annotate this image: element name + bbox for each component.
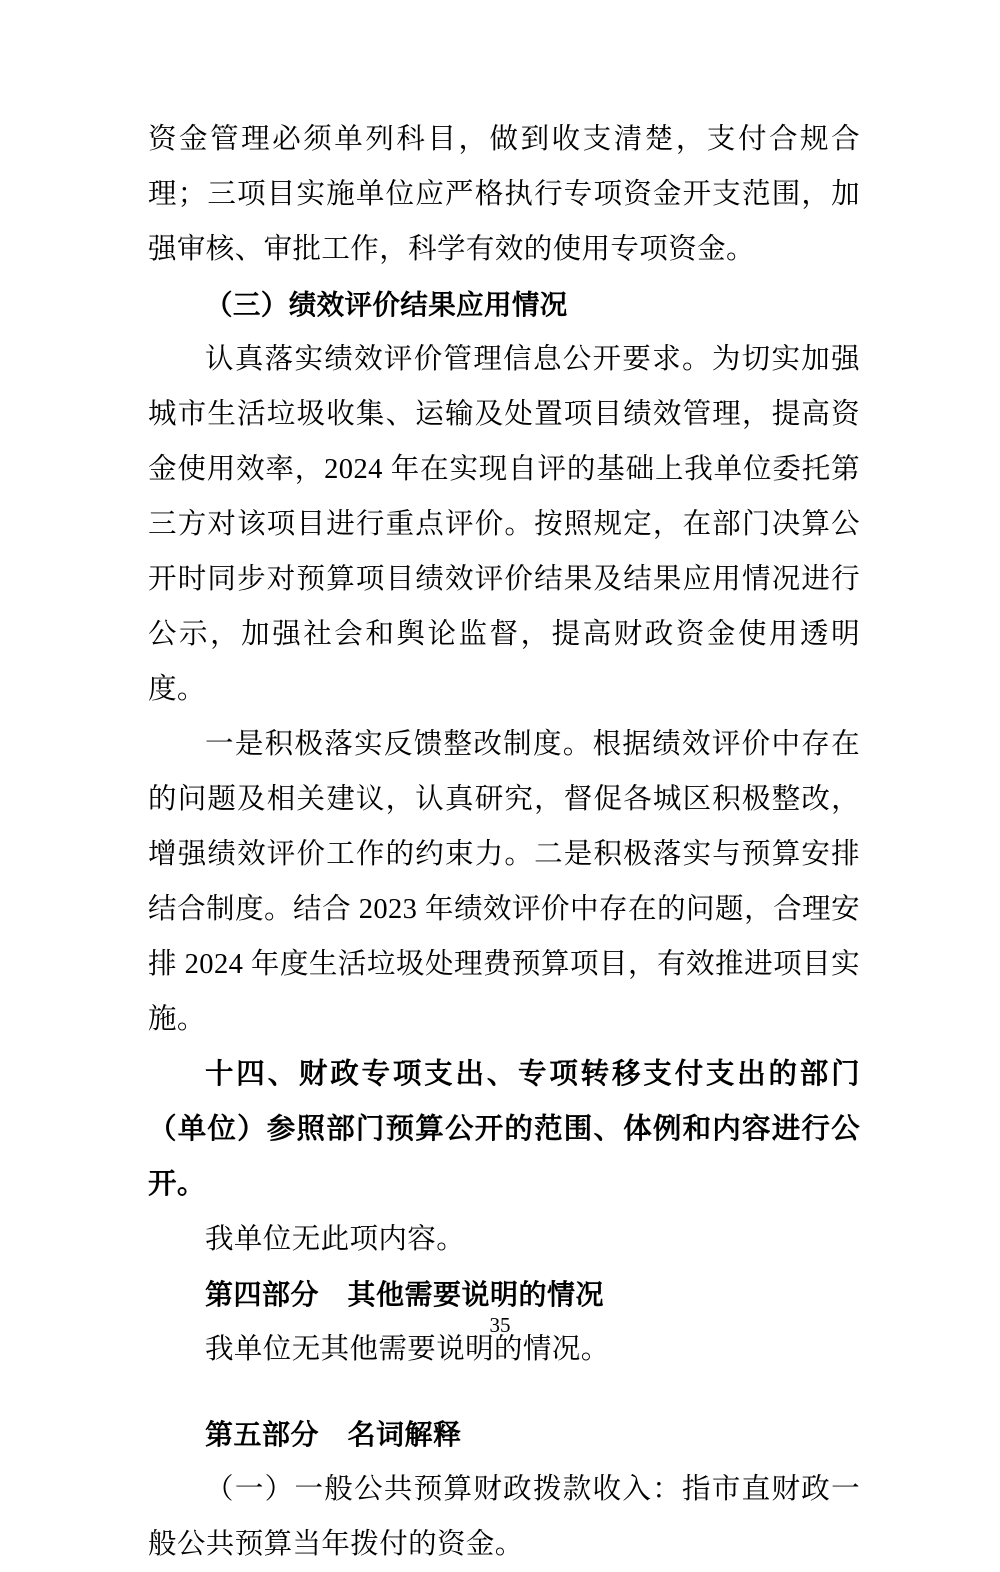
subheading-performance-result: （三）绩效评价结果应用情况 [205, 289, 568, 320]
page-number: 35 [489, 1313, 511, 1337]
heading-part-five: 第五部分 名词解释 [205, 1419, 462, 1450]
heading-section-fourteen: 十四、财政专项支出、专项转移支付支出的部门（单位）参照部门预算公开的范围、体例和内容进行公开。 [148, 1059, 860, 1200]
paragraph-definition-general-budget: （一）一般公共预算财政拨款收入：指市直财政一般公共预算当年拨付的资金。 [148, 1474, 860, 1560]
page-content [148, 112, 860, 1572]
section-spacer [148, 1377, 860, 1407]
paragraph-continued: 资金管理必须单列科目，做到收支清楚，支付合规合理；三项目实施单位应严格执行专项资金开支范围，加强审核、审批工作，科学有效的使用专项资金。 [148, 124, 860, 265]
heading-part-four: 第四部分 其他需要说明的情况 [205, 1279, 605, 1310]
paragraph-performance-disclosure: 认真落实绩效评价管理信息公开要求。为切实加强城市生活垃圾收集、运输及处置项目绩效管理，提高资金使用效率，2024 年在实现自评的基础上我单位委托第三方对该项目进行重点评价。按照规定，在部门决算公开时同步对预算项目绩效评价结果及结果应用情况进行公示，加强社会和舆论监督，提高财政资金使用透明度。 [148, 344, 860, 705]
paragraph-no-other-notes: 我单位无其他需要说明的情况。 [205, 1334, 610, 1365]
paragraph-feedback-system: 一是积极落实反馈整改制度。根据绩效评价中存在的问题及相关建议，认真研究，督促各城区积极整改，增强绩效评价工作的约束力。二是积极落实与预算安排结合制度。结合 2023 年绩效评价中存在的问题，合理安排 2024 年度生活垃圾处理费预算项目，有效推进项目实施。 [148, 729, 860, 1035]
paragraph-no-content-fourteen: 我单位无此项内容。 [205, 1224, 466, 1255]
